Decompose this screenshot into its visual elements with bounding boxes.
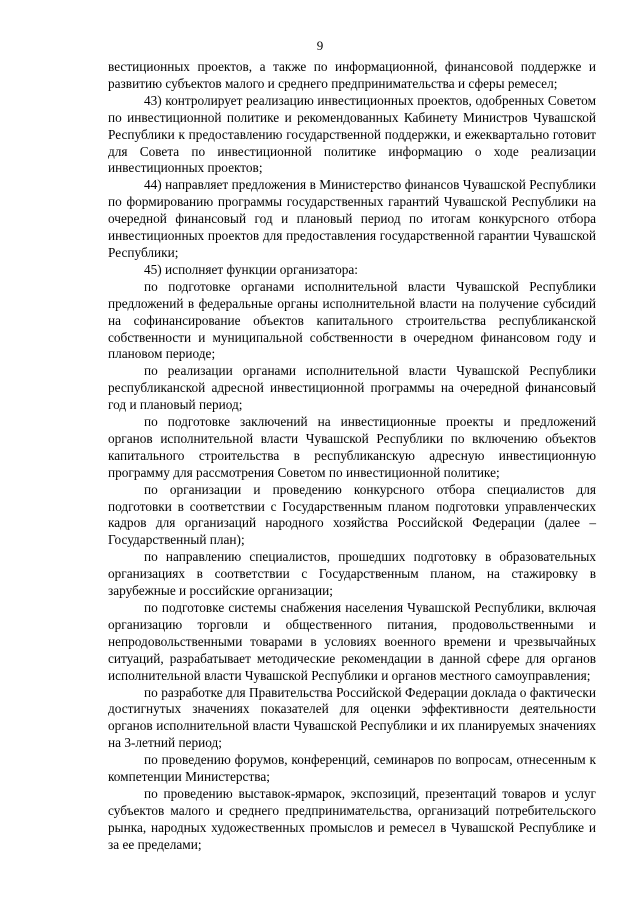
paragraph-subsidy-proposals: по подготовке органами исполнительной власти Чувашской Республики предложений в федеральные органы исполнительной власти на получение субсидий на софинансирование объектов капитального строительства республиканской собственности и муниципальной собственности в очередном финансовом году и плановом периоде;: [108, 278, 596, 362]
paragraph-specialist-selection: по организации и проведению конкурсного отбора специалистов для подготовки в соответствии с Государственным планом подготовки управленческих кадров для организаций народного хозяйства Российской Федерации (далее – Государственный план);: [108, 481, 596, 548]
paragraph-item-45: 45) исполняет функции организатора:: [144, 261, 358, 277]
paragraph-item-43: 43) контролирует реализацию инвестиционных проектов, одобренных Советом по инвестиционной политике и рекомендованных Кабинету Министров Чувашской Республики к предоставлению государственной поддержки, и ежеквартально готовит для Совета по инвестиционной политике информацию о ходе реализации инвестиционных проектов;: [108, 92, 596, 176]
paragraph-continuation: вестиционных проектов, а также по информационной, финансовой поддержке и развитию субъектов малого и среднего предпринимательства и сферы ремесел;: [108, 59, 596, 91]
paragraph-exhibitions: по проведению выставок-ярмарок, экспозиций, презентаций товаров и услуг субъектов малого и среднего предпринимательства, организаций потребительского рынка, народных художественных промыслов и ремесел в Чувашской Республике и за ее пределами;: [108, 785, 596, 852]
paragraph-project-conclusions: по подготовке заключений на инвестиционные проекты и предложений органов исполнительной власти Чувашской Республики по включению объектов капитального строительства в республиканскую адресную инвестиционную программу для рассмотрения Советом по инвестиционной политике;: [108, 414, 596, 480]
document-body: [108, 59, 596, 854]
paragraph-item-44: 44) направляет предложения в Министерство финансов Чувашской Республики по формированию программы государственных гарантий Чувашской Республики на очередной финансовый год и плановый период по итогам конкурсного отбора инвестиционных проектов для предоставления государственной гарантии Чувашской Республики;: [108, 177, 596, 260]
page-number: 9: [316, 38, 324, 53]
paragraph-government-report: по разработке для Правительства Российской Федерации доклада о фактически достигнутых значениях показателей для оценки эффективности деятельности органов исполнительной власти Чувашской Республики и их планируемых значениях на 3-летний период;: [108, 684, 596, 751]
paragraph-forums: по проведению форумов, конференций, семинаров по вопросам, отнесенным к компетенции Министерства;: [108, 752, 596, 785]
paragraph-supply-system: по подготовке системы снабжения населения Чувашской Республики, включая организацию торговли и общественного питания, продовольственными и непродовольственными товарами в условиях военного времени и чрезвычайных ситуаций, разрабатывает методические рекомендации в данной сфере для органов исполнительной власти Чувашской Республики и органов местного самоуправления;: [108, 600, 596, 683]
paragraph-address-program: по реализации органами исполнительной власти Чувашской Республики республиканской адресной инвестиционной программы на очередной финансовый год и плановый период;: [108, 363, 596, 413]
paragraph-internship: по направлению специалистов, прошедших подготовку в образовательных организациях в соответствии с Государственным планом, на стажировку в зарубежные и российские организации;: [108, 549, 596, 599]
